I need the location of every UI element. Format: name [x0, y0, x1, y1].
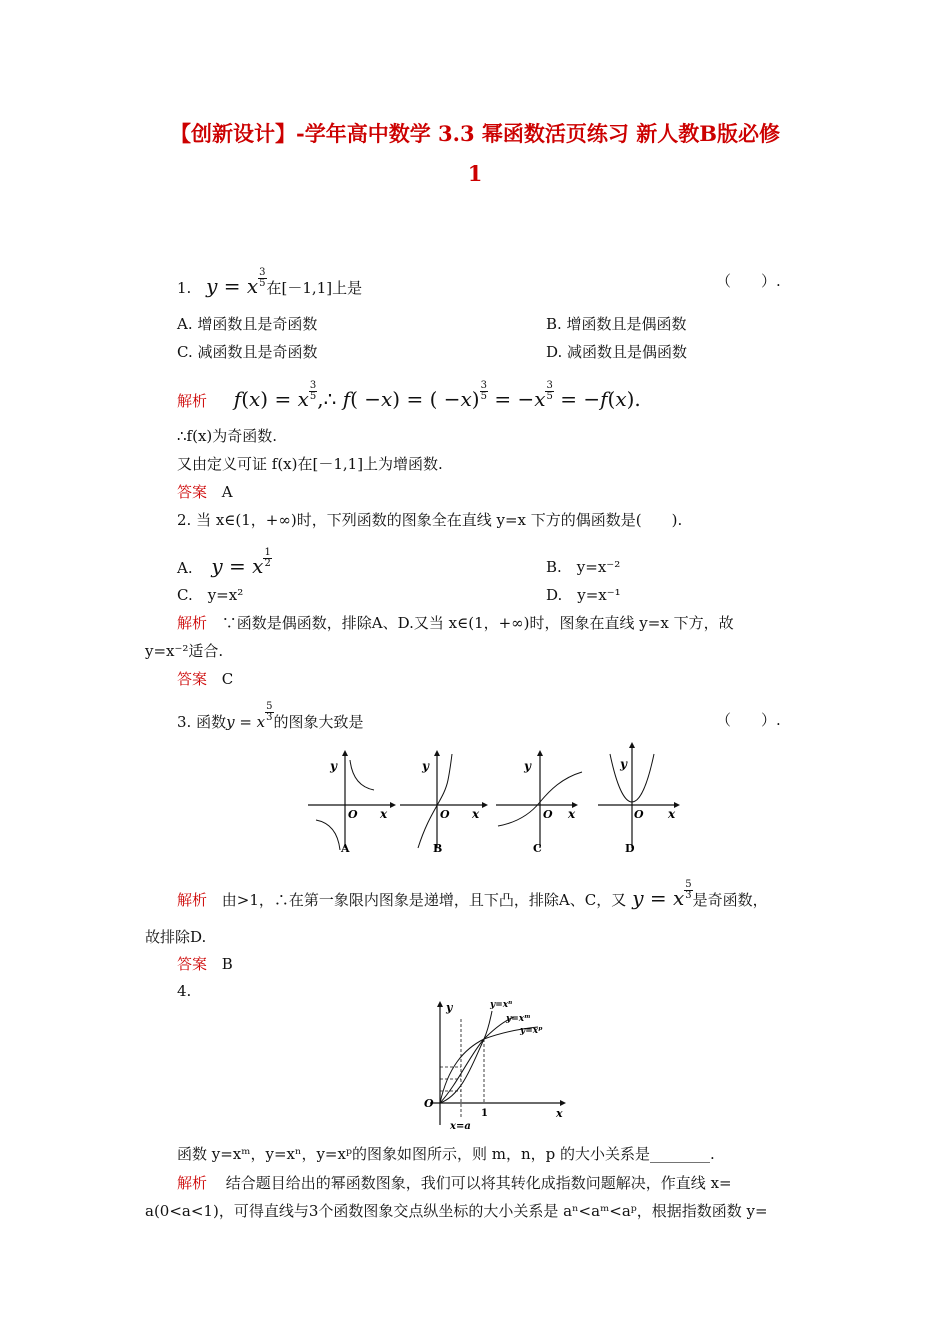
- analysis-label: 解析: [177, 392, 208, 410]
- option-b: B. y=x⁻²: [546, 558, 621, 576]
- q3-answer: [177, 953, 233, 974]
- svg-text:y: y: [446, 1001, 453, 1014]
- svg-text:x: x: [668, 807, 676, 821]
- svg-text:O: O: [543, 808, 553, 821]
- q3-options-graphs: [300, 740, 690, 860]
- svg-text:y=xⁿ: y=xⁿ: [490, 1000, 513, 1010]
- option-a: A. y = x $\frac{1}{2}$: [177, 547, 271, 578]
- svg-text:O: O: [634, 808, 644, 821]
- svg-text:x: x: [380, 807, 388, 821]
- answer-label: 答案: [177, 483, 208, 501]
- graph-b: [400, 750, 488, 855]
- svg-text:B: B: [433, 842, 443, 855]
- svg-text:y=xᵖ: y=xᵖ: [520, 1026, 543, 1036]
- svg-text:x=a: x=a: [450, 1121, 471, 1132]
- q3-analysis-line2: 故排除D.: [145, 928, 207, 946]
- analysis-label: 解析: [177, 1174, 208, 1192]
- graph-d: [598, 742, 680, 855]
- q1-analysis-line3: 又由定义可证 f(x)在[－1,1]上为增函数.: [177, 455, 443, 473]
- page-title: 【创新设计】-学年高中数学 3.3 幂函数活页练习 新人教B版必修: [170, 121, 780, 146]
- formula: y = x: [206, 274, 259, 298]
- q4-analysis: [177, 1172, 732, 1193]
- answer-label: 答案: [177, 670, 208, 688]
- svg-text:O: O: [348, 808, 358, 821]
- q2-analysis-line2: y=x⁻²适合.: [145, 642, 224, 660]
- q3-analysis: 解析 由>1，∴在第一象限内图象是递增，且下凸，排除A、C，又 y = x $\frac{5}{3}$ 是奇函数，: [177, 879, 768, 910]
- exponent-fraction: $\frac{3}{5}$: [259, 267, 266, 289]
- q2-answer: [177, 668, 233, 689]
- analysis-label: 解析: [177, 614, 208, 632]
- svg-text:y=xᵐ: y=xᵐ: [506, 1014, 531, 1024]
- answer-label: 答案: [177, 955, 208, 973]
- analysis-text: 由>1，∴在第一象限内图象是递增，且下凸，排除A、C，又: [221, 891, 627, 909]
- analysis-label: 解析: [177, 891, 208, 909]
- svg-text:A: A: [341, 842, 350, 855]
- question-4-number: 4.: [177, 982, 192, 1000]
- q4-graph: [410, 995, 580, 1135]
- svg-text:x: x: [556, 1107, 563, 1120]
- q2-analysis: [177, 612, 734, 633]
- question-4-stem: 函数 y=xᵐ，y=xⁿ，y=xᵖ的图象如图所示，则 m，n，p 的大小关系是________.: [177, 1145, 715, 1163]
- q1-analysis-line2: ∴f(x)为奇函数.: [177, 427, 278, 445]
- svg-text:D: D: [625, 842, 635, 855]
- svg-text:C: C: [533, 842, 542, 855]
- svg-text:x: x: [568, 807, 576, 821]
- svg-text:y: y: [422, 759, 429, 773]
- answer-paren: （ ）.: [716, 272, 781, 290]
- question-1-stem-tail: 在[－1,1]上是: [266, 279, 363, 297]
- svg-text:1: 1: [481, 1108, 488, 1119]
- option-b: B. 增函数且是偶函数: [546, 315, 687, 333]
- analysis-formula: f(x) = x: [233, 387, 309, 411]
- option-d: D. 减函数且是偶函数: [546, 343, 688, 361]
- question-number: 1.: [177, 279, 192, 297]
- option-c: C. y=x²: [177, 586, 244, 604]
- svg-text:O: O: [424, 1097, 434, 1110]
- graph-c: [496, 750, 582, 855]
- option-d: D. y=x⁻¹: [546, 586, 621, 604]
- page-title-continued: 1: [467, 161, 483, 186]
- question-1-stem: [177, 268, 362, 298]
- answer-value: B: [221, 955, 233, 973]
- analysis-text: ∵函数是偶函数，排除A、D.又当 x∈(1，+∞)时，图象在直线 y=x 下方，故: [221, 614, 734, 632]
- q1-analysis: 解析 f(x) = x $\frac{3}{5}$ ,∴ f( −x) = ( −x) $\frac{3}{5}$ = −x $\frac{3}{5}$ = −f(x).: [177, 380, 641, 411]
- option-a: A. 增函数且是奇函数: [177, 315, 318, 333]
- answer-value: C: [221, 670, 234, 688]
- answer-value: A: [221, 483, 233, 501]
- question-2-stem: 2. 当 x∈(1，+∞)时，下列函数的图象全在直线 y=x 下方的偶函数是( ).: [177, 511, 683, 529]
- svg-text:x: x: [472, 807, 480, 821]
- answer-paren: （ ）.: [716, 711, 781, 729]
- svg-text:y: y: [620, 757, 627, 771]
- analysis-text: 结合题目给出的幂函数图象，我们可以将其转化成指数问题解决，作直线 x=: [225, 1174, 732, 1192]
- svg-text:y: y: [330, 759, 337, 773]
- q1-answer: [177, 481, 233, 502]
- question-3-stem: 3. 函数y = x $\frac{5}{3}$ 的图象大致是: [177, 701, 364, 731]
- svg-text:O: O: [440, 808, 450, 821]
- svg-text:y: y: [524, 759, 531, 773]
- q4-analysis-line2: a(0<a<1)，可得直线与3个函数图象交点纵坐标的大小关系是 aⁿ<aᵐ<aᵖ，根据指数函数 y=: [145, 1202, 768, 1220]
- graph-a: [308, 750, 396, 855]
- option-c: C. 减函数且是奇函数: [177, 343, 318, 361]
